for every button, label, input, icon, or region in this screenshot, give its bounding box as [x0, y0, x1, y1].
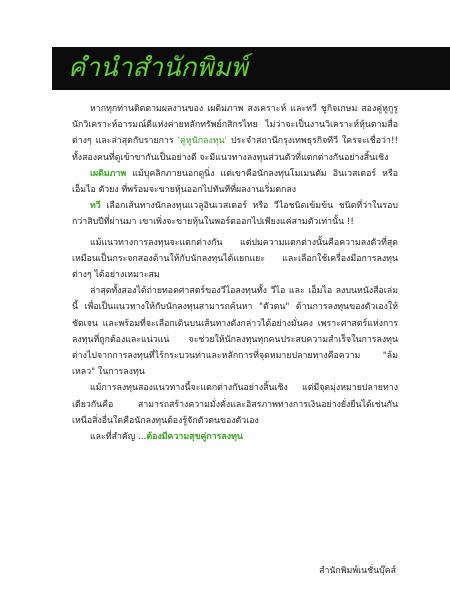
- program-name-highlight: 'คู่หูนักลงทุน': [177, 136, 227, 147]
- paragraph-goal: แม้การลงทุนสองแนวทางนี้จะแตกต่างกันอย่างสิ้นเชิง แต่มีจุดมุ่งหมายปลายทางเดียวกันคือ สามารถสร้างความมั่งคั่งและอิสรภาพทางการเงินอย่างยั่งยืนได้เช่นกัน เหนือสิ่งอื่นใดคือนักลงทุนต้องรู้จักตัวตนของตัวเอง: [72, 383, 398, 426]
- paragraph-intro: [72, 101, 398, 166]
- paragraph-text: เลือกเส้นทางนักลงทุนแวลูอินเวสเตอร์ หรือ วีไอชนิดเข้มข้น ชนิดที่ว่าในรอบกว่าสิบปีที่ผ่านมา เขาเพิ่งจะขายหุ้นในพอร์ตออกไปเพียงแค่สามตัวเท่านั้น !!: [72, 201, 398, 228]
- paragraph-thawi: [72, 198, 398, 230]
- paragraph-text: แม้บุคลิกภายนอกดูนิ่ง แต่เขาคือนักลงทุนโมเมนตัม อินเวสเตอร์ หรือ เอ็มไอ ตัวยง ที่พร้อมจะขายหุ้นออกไปทันทีที่ผลงานเริ่มตกลง: [72, 168, 398, 196]
- paragraph-differences: แม้แนวทางการลงทุนจะแตกต่างกัน แต่ปมความแตกต่างนั้นคือความลงตัวที่สุด เหมือนเป็นกระจกสองด้านให้กับนักลงทุนได้แยกแยะ และเลือกใช้เครื่องมือการลงทุนต่างๆ ได้อย่างเหมาะสม: [72, 237, 398, 281]
- paragraph-phadimphap: [72, 166, 398, 198]
- page-title: คำนำสำนักพิมพ์: [68, 53, 248, 83]
- paragraph-text: และที่สำคัญ ...: [90, 432, 147, 443]
- author-name-highlight: ทวี: [90, 201, 101, 212]
- body-text: [72, 101, 398, 445]
- publisher-signature: สำนักพิมพ์เนชั่นบุ๊คส์: [319, 566, 396, 576]
- author-name-highlight: เผดิมภาพ: [90, 168, 127, 179]
- header-band: [52, 47, 450, 90]
- paragraph-closing: [72, 429, 398, 445]
- paragraph-book: ล่าสุดทั้งสองได้ถ่ายทอดศาสตร์ของวีไอลงทุนทั้ง วีไอ และ เอ็มไอ ลงบนหนังสือเล่มนี้ เพื่อเป็นแนวทางให้กับนักลงทุนสามารถค้นหา "ตัวตน" ด้านการลงทุนของตัวเองให้ชัดเจน และพร้อมที่จะเลือกเดินบนเส้นทางดังกล่าวได้อย่างมั่นคง เพราะศาสตร์แห่งการลงทุนที่ถูกต้องและแน่วแน่ จะช่วยให้นักลงทุนทุกคนประสบความสำเร็จในการลงทุน ต่างไปจากการลงทุนที่ไร้กระบวนท่าและหลักการที่จุดหมายปลายทางคือความ "ล้มเหลว" ในการลงทุน: [72, 286, 398, 378]
- paragraph-text: หากทุกท่านติดตามผลงานของ เผดิมภาพ สงเคราะห์ และทวี ชูกิจเกษม สองคู่หูกูรูนักวิเคราะห์อารมณ์ดีแห่งค่ายหลักทรัพย์กสิกรไทย ไม่ว่าจะเป็นงานวิเคราะห์หุ้นตามสื่อต่างๆ และล่าสุดกับรายการ: [72, 104, 398, 147]
- paragraph-text: ประจำสถานีกรุงเทพธุรกิจทีวี ใครจะเชื่อว่า!! ทั้งสองคนที่ดูเข้าขากันเป็นอย่างดี จะมีแนวทางลงทุนส่วนตัวที่แตกต่างกันอย่างสิ้นเชิง: [72, 136, 398, 163]
- closing-highlight: ต้องมีความสุขคู่การลงทุน: [146, 432, 243, 443]
